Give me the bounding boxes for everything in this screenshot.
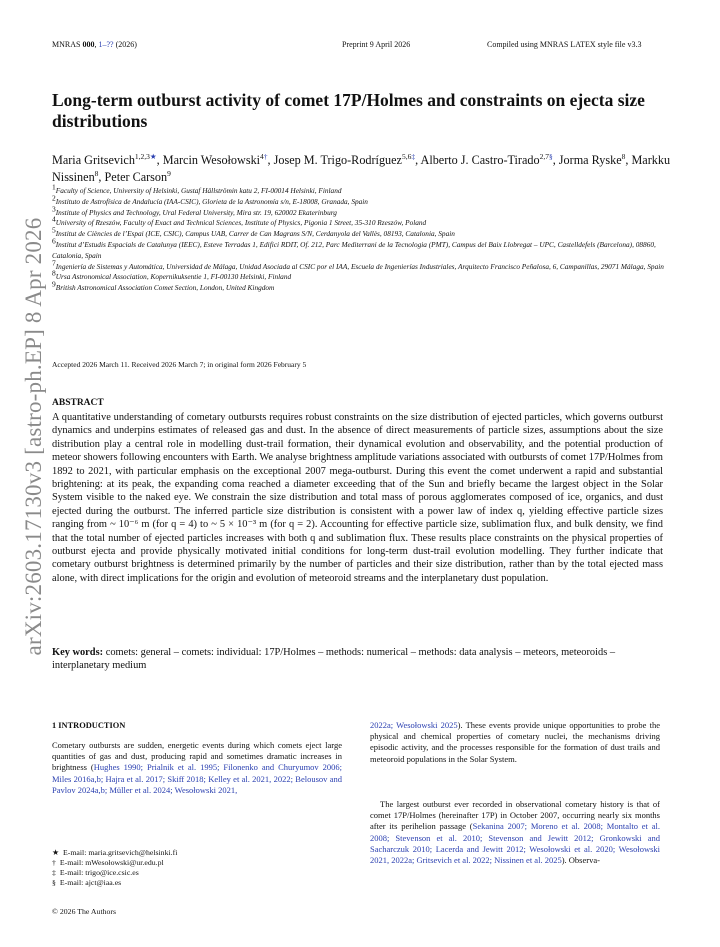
affiliation-item — [52, 268, 682, 283]
author-name: Peter Carson — [104, 170, 168, 184]
affiliation-item — [52, 182, 682, 197]
author-name: Josep M. Trigo-Rodríguez — [273, 153, 402, 167]
author-name: Markku Nissinen — [52, 153, 671, 184]
footnote-email[interactable]: E-mail: mWesołowski@ur.edu.pl — [59, 858, 164, 867]
pages-link[interactable]: 1–?? — [98, 40, 114, 49]
footnote-item — [52, 878, 177, 888]
footnote-mark: ‡ — [52, 868, 56, 877]
affiliation-number: 6 — [52, 236, 56, 246]
author-affiliation-marker: 8 — [94, 168, 99, 178]
abstract-heading: ABSTRACT — [52, 398, 104, 408]
affiliation-item — [52, 204, 682, 219]
affiliation-item — [52, 236, 682, 262]
footnote-email[interactable]: E-mail: trigo@ice.csic.es — [59, 868, 139, 877]
body-text: The largest outburst ever recorded in observational cometary history is that of comet 17P/Holmes (hereinafter 17P) in October 2007, occurring nearly six months after its perihelion passage ( — [370, 799, 660, 832]
affiliation-number: 8 — [52, 268, 56, 278]
paper-title: Long-term outburst activity of comet 17P/Holmes and constraints on ejecta size distributions — [52, 90, 645, 131]
author-list: Maria Gritsevich$^{1,2,3★}$, Marcin Wesołowski$^{4\dagger}$, Josep M. Trigo-Rodríguez$^{5,6\ddagger}$, Alberto J. Castro-Tirado$^{2,7\S}$, Jorma Ryske$^8$, Markku Nissinen$^8$, Peter Carson$^9$ — [52, 151, 671, 184]
affiliation-text: Instituto de Astrofísica de Andalucía (IAA-CSIC), Glorieta de la Astronomía s/n, E-18008, Granada, Spain — [55, 196, 368, 206]
copyright: © 2026 The Authors — [52, 907, 117, 916]
section-heading-introduction: 1 INTRODUCTION — [52, 721, 126, 730]
author-name: Jorma Ryske — [558, 153, 622, 167]
affiliation-number: 1 — [52, 182, 56, 192]
affiliation-number: 2 — [52, 193, 56, 203]
author-affiliation-marker: 5,6 — [401, 151, 412, 161]
affiliation-number: 9 — [52, 279, 56, 289]
author-name: Marcin Wesołowski — [162, 153, 261, 167]
affiliation-text: Ingeniería de Sistemas y Automática, Universidad de Málaga, Unidad Asociada al CSIC por el IAA, Escuela de Ingenierías Industriales, Arquitecto Francisco Peñalosa, 6, Campanillas, 29071 Málaga, Spain — [55, 261, 664, 271]
citation-link[interactable]: Hughes 1990; Prialnik et al. 1995; Filonenko and Churyumov 2006; Miles 2016a,b; Hajra et al. 2017; Skiff 2018; Kelley et al. 2021, 2022; Belousov and Pavlov 2024a,b; Müller et al. 2024; Wesołowski 2021, — [52, 762, 342, 795]
affiliation-item — [52, 279, 682, 294]
affiliation-number: 3 — [52, 204, 56, 214]
footnote-mark: § — [52, 878, 56, 887]
author-email-mark[interactable]: ‡ — [411, 151, 416, 161]
author-affiliation-marker: 9 — [167, 168, 171, 178]
footnote-mark: † — [52, 858, 56, 867]
footnotes — [52, 848, 177, 888]
body-text: ). These events provide unique opportunities to probe the physical and chemical properties of cometary nuclei, the mechanisms driving episodic activity, and the processes responsible for the formation of dust trails and meteoroid populations in the Solar System. — [370, 720, 660, 764]
footnote-email[interactable]: E-mail: ajct@iaa.es — [59, 878, 122, 887]
arxiv-sidebar — [13, 184, 55, 689]
acceptance-dates: Accepted 2026 March 11. Received 2026 March 7; in original form 2026 February 5 — [52, 360, 307, 369]
affiliation-text: Ursa Astronomical Association, Kopernikuksentie 1, FI-00130 Helsinki, Finland — [55, 272, 292, 282]
preprint-date: Preprint 9 April 2026 — [342, 40, 411, 49]
affiliation-number: 4 — [52, 214, 56, 224]
affiliation-item — [52, 193, 682, 208]
citation-link[interactable]: 2022a; Wesołowski 2025 — [370, 720, 458, 730]
author-name: Maria Gritsevich — [52, 153, 135, 167]
affiliation-list — [52, 182, 682, 294]
author-email-mark[interactable]: ★ — [149, 151, 157, 161]
affiliation-item — [52, 225, 682, 240]
footnote-email[interactable]: E-mail: maria.gritsevich@helsinki.fi — [63, 848, 178, 857]
footnote-mark: ★ — [52, 848, 59, 857]
author-email-mark[interactable]: † — [263, 151, 268, 161]
footnote-item — [52, 858, 177, 868]
footnote-item — [52, 868, 177, 878]
abstract-body: A quantitative understanding of cometary outbursts requires robust constraints on the size distribution of ejected particles, which governs outburst dynamics and underpins estimates of released gas and dust. In the absence of direct measurements of particle sizes, assumptions about the size distribution play a central role in modelling dust-trail formation, their dynamical evolution and observability, and the potential production of meteor showers following encounters with Earth. We analyse brightness amplitude variations associated with outbursts of comet 17P/Holmes from 1892 to 2021, with particular emphasis on the exceptional 2007 mega-outburst. During this event the comet underwent a rapid and substantial brightening: at its peak, the expanding coma reached a diameter exceeding that of the Sun and briefly became the largest object in the Solar System visible to the naked eye. We constrain the size distribution and total mass of porous agglomerates composed of ice, organics, and dust ejected during the outburst. The inferred particle size distribution is consistent with a power law of index q, yielding effective particle sizes ranging from ~ 10⁻⁶ m (for q = 4) to ~ 5 × 10⁻³ m (for q = 2). Accounting for effective particle size, sublimation flux, and bulk density, we find that the total number of ejected particles increases with both q and sublimation flux. These results place constraints on the physical properties of outburst ejecta and provide physically motivated initial conditions for long-term dust-trail evolution modelling. They further indicate that cometary outburst brightness is determined primarily by the number of particles and their size distribution, rather than by the total ejected mass alone, with direct implications for the origin and evolution of meteoroid streams and the interplanetary dust population. — [52, 412, 663, 584]
intro-column-2-paragraph — [370, 799, 660, 866]
affiliation-item — [52, 258, 682, 273]
author-name: Alberto J. Castro-Tirado — [420, 153, 540, 167]
keywords-text: comets: general – comets: individual: 17P/Holmes – methods: numerical – methods: data analysis – meteors, meteoroids – interplanetary medium — [52, 647, 616, 672]
footnote-item — [52, 848, 177, 858]
intro-column-2-top — [370, 720, 660, 765]
intro-column-1 — [52, 740, 342, 796]
author-affiliation-marker: 2,7 — [539, 151, 549, 161]
keywords-label: Key words: — [52, 647, 104, 658]
author-affiliation-marker: 1,2,3 — [134, 151, 150, 161]
body-text: Cometary outbursts are sudden, energetic events during which comets eject large quantities of gas and dust, producing rapid and sometimes dramatic increases in brightness ( — [52, 740, 342, 773]
keywords — [52, 646, 663, 673]
running-header-journal: MNRAS 000, 1–?? (2026) — [52, 40, 137, 49]
affiliation-text: British Astronomical Association Comet Section, London, United Kingdom — [55, 283, 275, 293]
author-affiliation-marker: 4 — [260, 151, 264, 161]
author-email-mark[interactable]: § — [548, 151, 553, 161]
body-text: ). Observa- — [561, 855, 600, 866]
affiliation-number: 7 — [52, 258, 56, 268]
arxiv-identifier: arXiv:2603.17130v3 [astro-ph.EP] 8 Apr 2026 — [21, 217, 46, 656]
affiliation-text: University of Rzeszów, Faculty of Exact and Technical Sciences, Institute of Physics, Pigonia 1 Street, 35-310 Rzeszów, Poland — [55, 218, 427, 228]
affiliation-text: Faculty of Science, University of Helsinki, Gustaf Hällströmin katu 2, FI-00014 Helsinki, Finland — [55, 186, 342, 195]
affiliation-text: Institut de Ciències de l’Espai (ICE, CSIC), Campus UAB, Carrer de Can Magrans S/N, Cerdanyola del Vallès, 08193, Catalonia, Spain — [55, 229, 455, 239]
affiliation-item — [52, 214, 682, 229]
author-affiliation-marker: 8 — [621, 151, 626, 161]
compiled-note: Compiled using MNRAS LATEX style file v3.3 — [487, 40, 642, 49]
journal-volume: 000 — [82, 40, 95, 49]
affiliation-text: Institute of Physics and Technology, Ural Federal University, Mira str. 19, 620002 Ekaterinburg — [55, 207, 337, 217]
affiliation-text: Institut d’Estudis Espacials de Catalunya (IEEC), Esteve Terradas 1, Edifici RDIT, Of. 212, Parc Mediterrani de la Tecnologia (PMT), Campus del Baix Llobregat – UPC, Castelldefels (Barcelona), 08860, Catalonia, Spain — [52, 239, 656, 260]
citation-link[interactable]: Sekanina 2007; Moreno et al. 2008; Montalto et al. 2008; Stevenson et al. 2010; Stevenson and Jewitt 2012; Gronkowski and Sacharczuk 2010; Lacerda and Jewitt 2012; Wesołowski et al. 2020; Wesołowski 2021, 2022a; Gritsevich et al. 2022; Nissinen et al. 2025 — [370, 821, 660, 866]
affiliation-number: 5 — [52, 225, 56, 235]
